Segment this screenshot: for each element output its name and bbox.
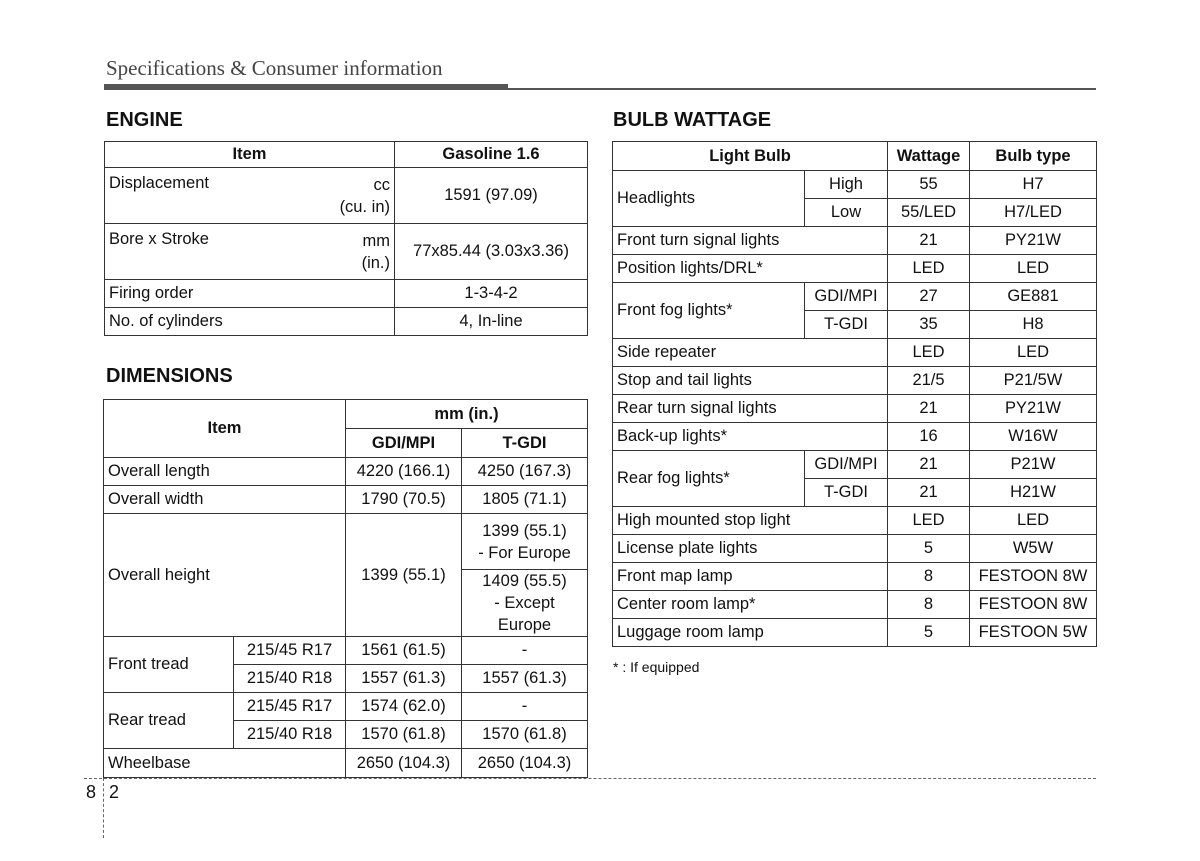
value-cell: 4250 (167.3) bbox=[462, 458, 588, 486]
page-number: 2 bbox=[109, 782, 120, 802]
type-cell: LED bbox=[970, 339, 1097, 367]
row-label: Luggage room lamp bbox=[613, 619, 888, 647]
bulb-col-wattage: Wattage bbox=[888, 142, 970, 171]
type-cell: LED bbox=[970, 507, 1097, 535]
value-cell: 2650 (104.3) bbox=[346, 749, 462, 778]
table-row bbox=[104, 749, 588, 778]
value-cell: - bbox=[462, 693, 588, 721]
dimensions-col-unit: mm (in.) bbox=[346, 400, 588, 429]
type-cell: PY21W bbox=[970, 227, 1097, 255]
engine-label-cell bbox=[105, 224, 395, 280]
wattage-cell: 21 bbox=[888, 451, 970, 479]
wattage-cell: 5 bbox=[888, 619, 970, 647]
type-cell: FESTOON 8W bbox=[970, 591, 1097, 619]
value-cell: 1790 (70.5) bbox=[346, 486, 462, 514]
unit-label: cc (cu. in) bbox=[339, 175, 390, 216]
table-row bbox=[613, 255, 1097, 283]
value-cell: 1399 (55.1) - For Europe bbox=[462, 514, 588, 570]
dimensions-table bbox=[103, 399, 588, 778]
dimensions-heading: DIMENSIONS bbox=[106, 365, 233, 387]
dimensions-col-item: Item bbox=[104, 400, 346, 458]
value-cell: 4, In-line bbox=[395, 308, 588, 336]
sub-cell: T-GDI bbox=[805, 479, 888, 507]
table-row bbox=[104, 637, 588, 665]
type-cell: H7/LED bbox=[970, 199, 1097, 227]
engine-col-value: Gasoline 1.6 bbox=[395, 142, 588, 168]
row-label: Stop and tail lights bbox=[613, 367, 888, 395]
row-label: Front map lamp bbox=[613, 563, 888, 591]
wattage-cell: LED bbox=[888, 255, 970, 283]
type-cell: FESTOON 5W bbox=[970, 619, 1097, 647]
value-cell: 77x85.44 (3.03x3.36) bbox=[395, 224, 588, 280]
row-label: Overall height bbox=[104, 514, 346, 637]
table-row bbox=[613, 171, 1097, 199]
bulb-col-type: Bulb type bbox=[970, 142, 1097, 171]
table-row bbox=[613, 507, 1097, 535]
value-cell: 2650 (104.3) bbox=[462, 749, 588, 778]
wattage-cell: 21 bbox=[888, 479, 970, 507]
wattage-cell: 21 bbox=[888, 227, 970, 255]
row-label: Front fog lights* bbox=[613, 283, 805, 339]
row-label: Back-up lights* bbox=[613, 423, 888, 451]
value-cell: 1570 (61.8) bbox=[462, 721, 588, 749]
value-cell: 1591 (97.09) bbox=[395, 168, 588, 224]
type-cell: P21/5W bbox=[970, 367, 1097, 395]
type-cell: W5W bbox=[970, 535, 1097, 563]
engine-table bbox=[104, 141, 588, 336]
row-label: Bore x Stroke bbox=[109, 229, 209, 248]
value-cell: 1409 (55.5) - Except Europe bbox=[462, 570, 588, 637]
bulb-heading: BULB WATTAGE bbox=[613, 109, 772, 131]
row-label: Wheelbase bbox=[104, 749, 346, 778]
engine-heading: ENGINE bbox=[106, 109, 183, 131]
table-row bbox=[104, 486, 588, 514]
value-cell: 1557 (61.3) bbox=[462, 665, 588, 693]
row-label: Front turn signal lights bbox=[613, 227, 888, 255]
table-row bbox=[613, 339, 1097, 367]
row-label: Rear turn signal lights bbox=[613, 395, 888, 423]
dimensions-header-row bbox=[104, 400, 588, 429]
table-row bbox=[613, 591, 1097, 619]
value-cell: - bbox=[462, 637, 588, 665]
value-cell: 1399 (55.1) bbox=[346, 514, 462, 637]
wattage-cell: 5 bbox=[888, 535, 970, 563]
wattage-cell: 8 bbox=[888, 591, 970, 619]
table-row bbox=[613, 535, 1097, 563]
row-label: Overall length bbox=[104, 458, 346, 486]
table-row bbox=[613, 451, 1097, 479]
tire-cell: 215/45 R17 bbox=[234, 693, 346, 721]
header-rule-thin bbox=[508, 88, 1096, 90]
wattage-cell: 55/LED bbox=[888, 199, 970, 227]
value-cell: 1574 (62.0) bbox=[346, 693, 462, 721]
tire-cell: 215/40 R18 bbox=[234, 721, 346, 749]
table-row bbox=[105, 168, 588, 224]
wattage-cell: 16 bbox=[888, 423, 970, 451]
table-row bbox=[104, 458, 588, 486]
row-label: Overall width bbox=[104, 486, 346, 514]
wattage-cell: 21/5 bbox=[888, 367, 970, 395]
row-label: High mounted stop light bbox=[613, 507, 888, 535]
table-row bbox=[613, 367, 1097, 395]
row-label: Displacement bbox=[109, 173, 209, 192]
wattage-cell: 35 bbox=[888, 311, 970, 339]
row-label: No. of cylinders bbox=[105, 308, 395, 336]
tire-cell: 215/45 R17 bbox=[234, 637, 346, 665]
engine-label-cell bbox=[105, 168, 395, 224]
row-label: Position lights/DRL* bbox=[613, 255, 888, 283]
table-row bbox=[613, 395, 1097, 423]
sub-cell: GDI/MPI bbox=[805, 451, 888, 479]
header-rule-thick bbox=[104, 84, 508, 90]
value-cell: 1570 (61.8) bbox=[346, 721, 462, 749]
type-cell: H8 bbox=[970, 311, 1097, 339]
table-row bbox=[613, 619, 1097, 647]
table-row bbox=[613, 423, 1097, 451]
row-label: Firing order bbox=[105, 280, 395, 308]
wattage-cell: 21 bbox=[888, 395, 970, 423]
type-cell: P21W bbox=[970, 451, 1097, 479]
engine-col-item: Item bbox=[105, 142, 395, 168]
value-cell: 1-3-4-2 bbox=[395, 280, 588, 308]
dimensions-col-gdi: GDI/MPI bbox=[346, 429, 462, 458]
value-cell: 4220 (166.1) bbox=[346, 458, 462, 486]
bulb-col-light: Light Bulb bbox=[613, 142, 888, 171]
tire-cell: 215/40 R18 bbox=[234, 665, 346, 693]
row-label: Side repeater bbox=[613, 339, 888, 367]
chapter-number: 8 bbox=[86, 782, 97, 802]
value-cell: 1557 (61.3) bbox=[346, 665, 462, 693]
row-label: Front tread bbox=[104, 637, 234, 693]
bulb-table bbox=[612, 141, 1097, 647]
footnote: * : If equipped bbox=[613, 659, 700, 675]
table-row bbox=[105, 280, 588, 308]
sub-cell: Low bbox=[805, 199, 888, 227]
table-row bbox=[104, 693, 588, 721]
table-row bbox=[105, 308, 588, 336]
sub-cell: T-GDI bbox=[805, 311, 888, 339]
table-row bbox=[613, 283, 1097, 311]
type-cell: LED bbox=[970, 255, 1097, 283]
unit-label: mm (in.) bbox=[361, 231, 390, 272]
row-label: Rear tread bbox=[104, 693, 234, 749]
type-cell: PY21W bbox=[970, 395, 1097, 423]
sub-cell: GDI/MPI bbox=[805, 283, 888, 311]
table-row bbox=[104, 514, 588, 570]
value-cell: 1561 (61.5) bbox=[346, 637, 462, 665]
value-cell: 1805 (71.1) bbox=[462, 486, 588, 514]
row-label: Center room lamp* bbox=[613, 591, 888, 619]
table-row bbox=[613, 227, 1097, 255]
engine-header-row bbox=[105, 142, 588, 168]
bulb-header-row bbox=[613, 142, 1097, 171]
page-header-title: Specifications & Consumer information bbox=[106, 56, 443, 80]
sub-cell: High bbox=[805, 171, 888, 199]
type-cell: W16W bbox=[970, 423, 1097, 451]
wattage-cell: 27 bbox=[888, 283, 970, 311]
row-label: License plate lights bbox=[613, 535, 888, 563]
type-cell: H21W bbox=[970, 479, 1097, 507]
wattage-cell: LED bbox=[888, 507, 970, 535]
footer-divider bbox=[103, 778, 104, 838]
type-cell: H7 bbox=[970, 171, 1097, 199]
type-cell: GE881 bbox=[970, 283, 1097, 311]
table-row bbox=[105, 224, 588, 280]
wattage-cell: 8 bbox=[888, 563, 970, 591]
row-label: Headlights bbox=[613, 171, 805, 227]
table-row bbox=[613, 563, 1097, 591]
wattage-cell: LED bbox=[888, 339, 970, 367]
row-label: Rear fog lights* bbox=[613, 451, 805, 507]
footer-rule bbox=[84, 778, 1096, 779]
dimensions-col-tgdi: T-GDI bbox=[462, 429, 588, 458]
type-cell: FESTOON 8W bbox=[970, 563, 1097, 591]
wattage-cell: 55 bbox=[888, 171, 970, 199]
